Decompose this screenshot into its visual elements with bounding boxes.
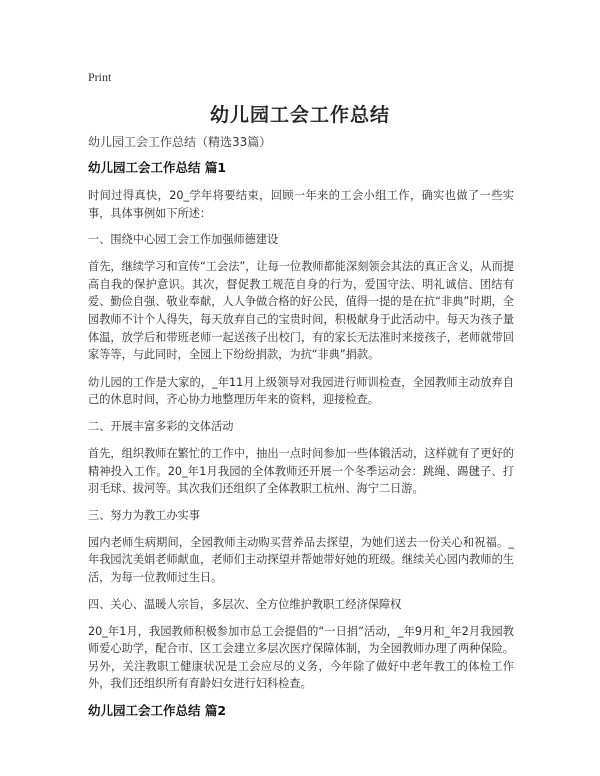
section-2-paragraph: 首先，组织教师在繁忙的工作中，抽出一点时间参加一些体锻活动，这样就有了更好的精神投入工作。20_年1月我园的全体教师还开展一个冬季运动会：跳绳、踢毽子、打羽毛球、拔河等。其次我们还组织了全体教职工杭州、海宁二日游。: [88, 446, 514, 496]
section-1-paragraph-2: 幼儿园的工作是大家的，_年11月上级领导对我园进行师训检查，全园教师主动放弃自己的休息时间，齐心协力地整理历年来的资料，迎接检查。: [88, 375, 514, 407]
document-subtitle: 幼儿园工会工作总结（精选33篇）: [88, 135, 272, 149]
section-3-paragraph: 园内老师生病期间，全园教师主动购买营养品去探望，为她们送去一份关心和祝福。_年我园沈美娟老师献血，老师们主动探望并帮她带好她的班级。继续关心园内教师的生活，为每一位教师过生日。: [88, 535, 514, 584]
print-link[interactable]: Print: [88, 70, 112, 84]
article-heading-1: 幼儿园工会工作总结 篇1: [88, 160, 227, 175]
section-heading-4: 四、关心、温暖人宗旨，多层次、全方位维护教职工经济保障权: [88, 597, 402, 611]
article-heading-2: 幼儿园工会工作总结 篇2: [88, 702, 227, 718]
section-heading-3: 三、努力为教工办实事: [88, 508, 200, 522]
section-1-paragraph-1: 首先，继续学习和宣传“工会法”，让每一位教师都能深刻领会其法的真正含义，从而提高自我的保护意识。其次，督促教工规范自身的行为，爱国守法、明礼诚信、团结有爱、勤俭自强、敬业奉献，人人争做合格的好公民，值得一提的是在抗“非典”时期，全园教师不计个人得失，每天放弃自己的宝贵时间，积极献身于此活动中。每天为孩子量体温，放学后和带班老师一起送孩子出校门，有的家长无法准时来接孩子，老师就带回家等等，与此同时，全园上下纷纷捐款，为抗“非典”捐款。: [88, 260, 514, 362]
section-heading-1: 一、围绕中心园工会工作加强师德建设: [88, 233, 279, 247]
intro-paragraph: 时间过得真快，20_学年将要结束，回顾一年来的工会小组工作，确实也做了一些实事，具体事例如下所述：: [88, 189, 514, 220]
section-heading-2: 二、开展丰富多彩的文体活动: [88, 419, 234, 433]
page-title: 幼儿园工会工作总结: [209, 104, 390, 126]
article-content: [88, 134, 514, 730]
section-4-paragraph: 20_年1月，我园教师积极参加市总工会提倡的“一日捐”活动，_年9月和_年2月我园教师爱心助学，配合市、区工会建立多层次医疗保障体制，为全园教师办理了两种保险。另外，关注教职工健康状况是工会应尽的义务，今年除了做好中老年教工的体检工作外，我们还组织所有育龄妇女进行妇科检查。: [88, 624, 514, 691]
